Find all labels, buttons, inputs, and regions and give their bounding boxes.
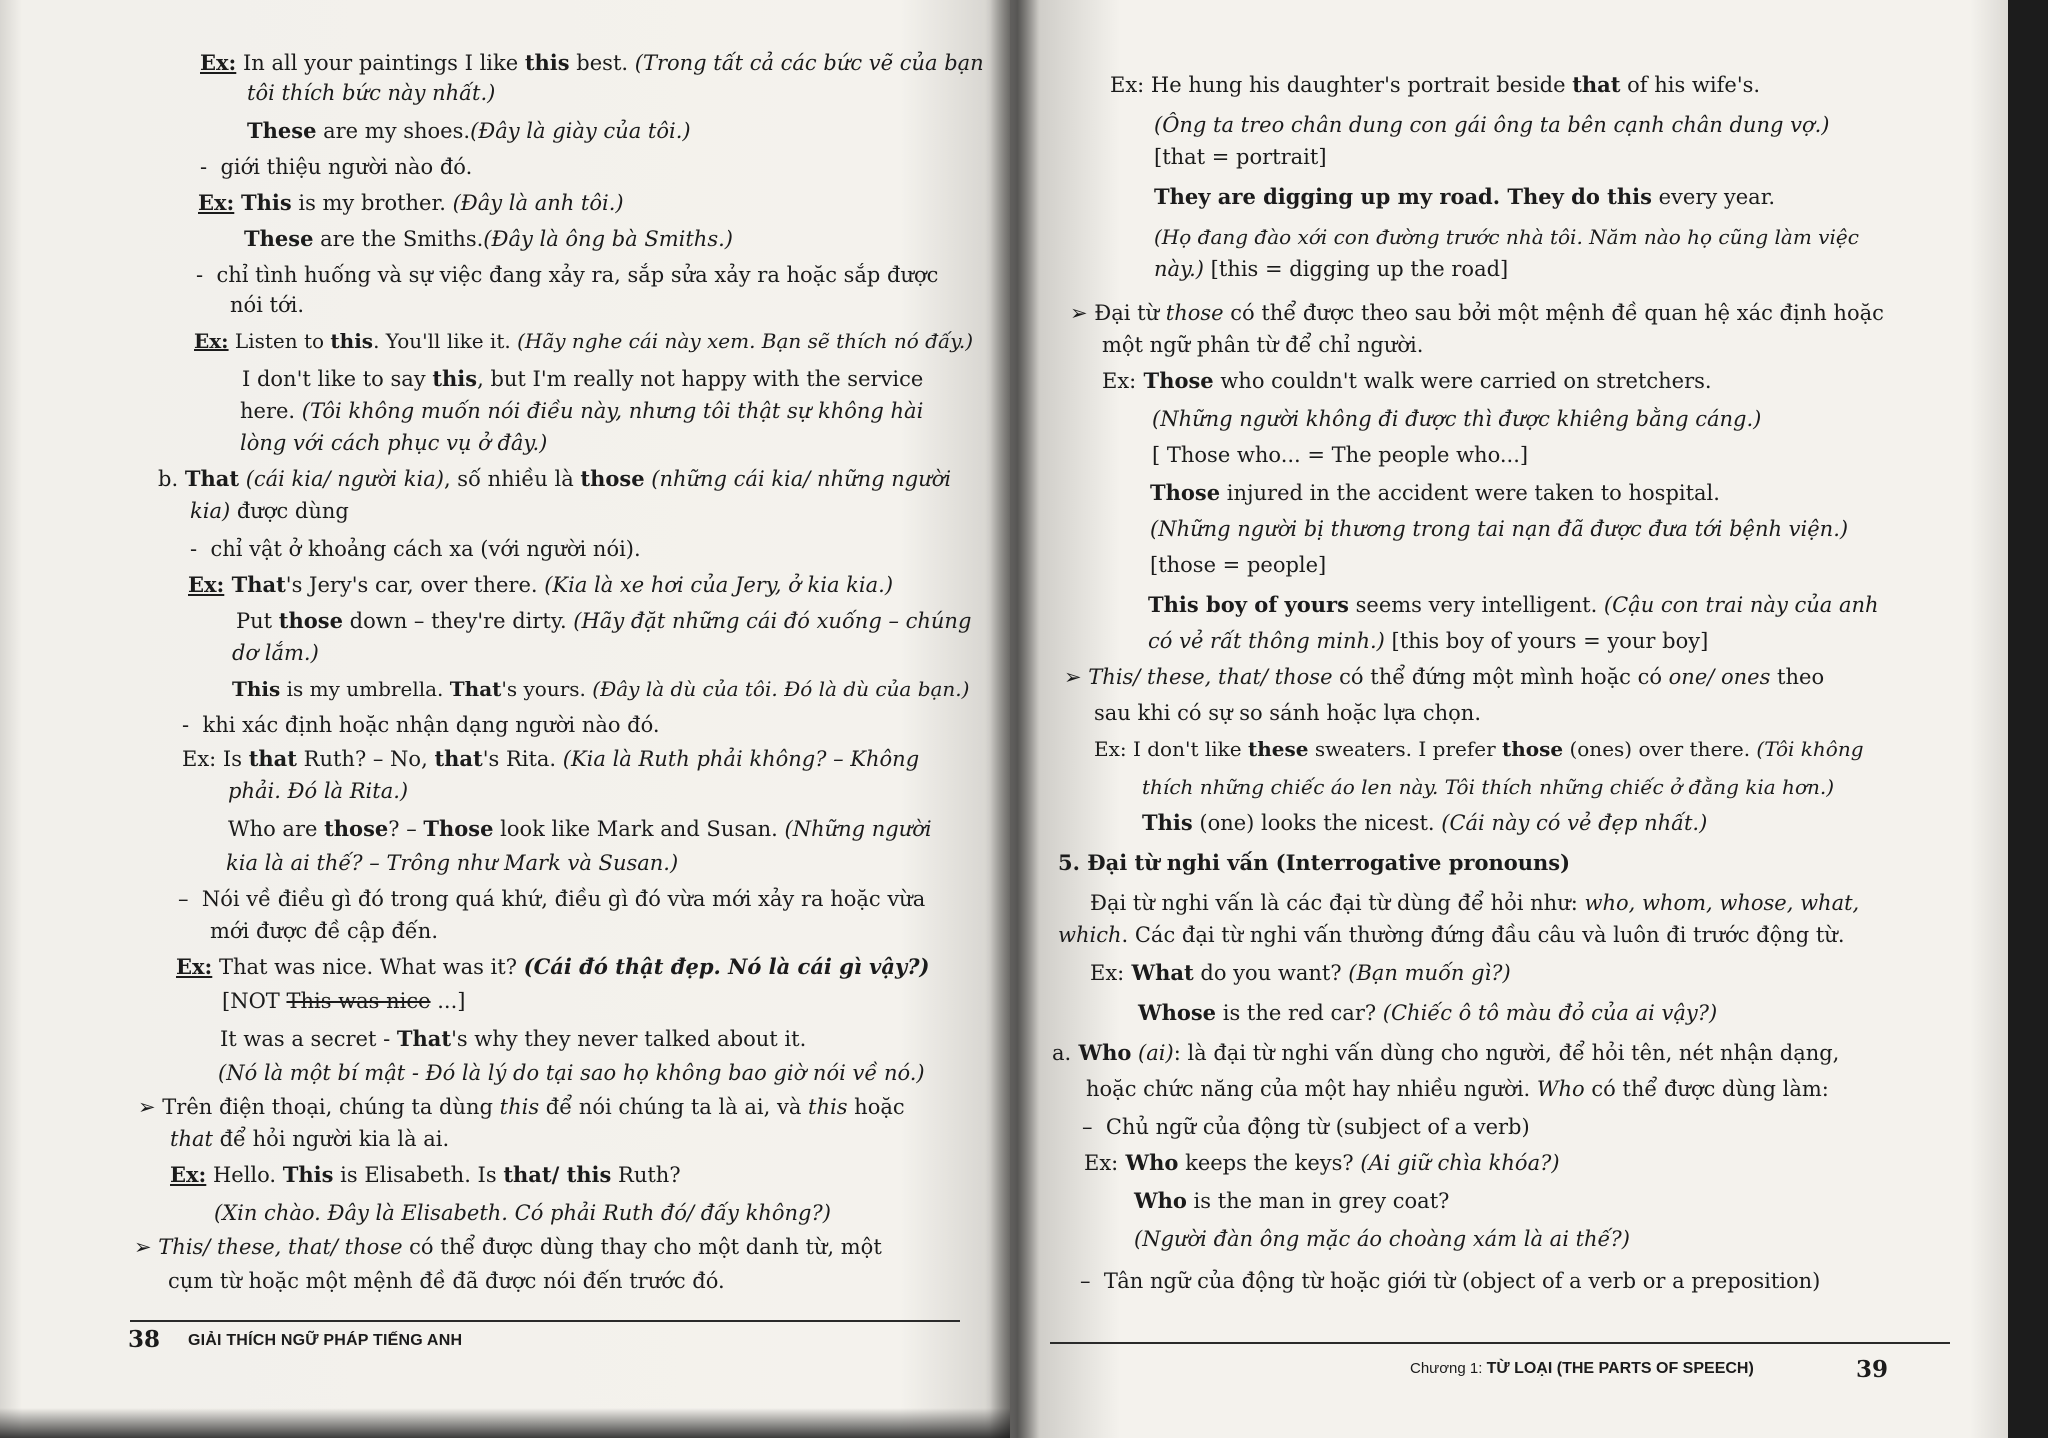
text-line: [those = people] bbox=[1150, 553, 1327, 577]
right-page bbox=[1010, 0, 2008, 1438]
example-line: Ex: He hung his daughter's portrait beside that of his wife's. bbox=[1110, 72, 1761, 97]
bullet-line: – Chủ ngữ của động từ (subject of a verb) bbox=[1082, 1115, 1530, 1139]
translation-line: (Nó là một bí mật - Đó là lý do tại sao họ không bao giờ nói về nó.) bbox=[218, 1061, 925, 1085]
example-line: Ex: What do you want? (Bạn muốn gì?) bbox=[1090, 960, 1511, 985]
chapter-title: Chương 1: TỪ LOẠI (THE PARTS OF SPEECH) bbox=[1410, 1360, 1754, 1377]
example-line: Who are those? – Those look like Mark and Susan. (Những người bbox=[228, 816, 932, 841]
example-line: This boy of yours seems very intelligent. (Cậu con trai này của anh bbox=[1148, 592, 1879, 617]
bullet-line: - chỉ vật ở khoảng cách xa (với người nói). bbox=[190, 537, 641, 561]
example-line: These are my shoes.(Đây là giày của tôi.) bbox=[247, 118, 691, 143]
example-line: Ex: That's Jery's car, over there. (Kia là xe hơi của Jery, ở kia kia.) bbox=[188, 572, 894, 597]
text-line: which. Các đại từ nghi vấn thường đứng đầu câu và luôn đi trước động từ. bbox=[1058, 923, 1845, 947]
note-line: ➢ Trên điện thoại, chúng ta dùng this để nói chúng ta là ai, và this hoặc bbox=[138, 1095, 905, 1119]
text-line: này.) [this = digging up the road] bbox=[1154, 257, 1509, 281]
translation-line: tôi thích bức này nhất.) bbox=[247, 81, 496, 105]
translation-line: (Xin chào. Đây là Elisabeth. Có phải Ruth đó/ đấy không?) bbox=[214, 1201, 831, 1225]
translation-line: thích những chiếc áo len này. Tôi thích những chiếc ở đằng kia hơn.) bbox=[1142, 775, 1835, 799]
example-line: These are the Smiths.(Đây là ông bà Smiths.) bbox=[244, 226, 733, 251]
arrow-icon: ➢ bbox=[138, 1095, 156, 1119]
example-line: Ex: Who keeps the keys? (Ai giữ chìa khóa?) bbox=[1084, 1150, 1560, 1175]
page-number: 38 bbox=[128, 1326, 161, 1353]
example-line: Ex: In all your paintings I like this best. (Trong tất cả các bức vẽ của bạn bbox=[200, 50, 984, 75]
footer-rule bbox=[130, 1320, 960, 1322]
footer-rule bbox=[1050, 1342, 1950, 1344]
example-line: Ex: Is that Ruth? – No, that's Rita. (Kia là Ruth phải không? – Không bbox=[182, 746, 920, 771]
bullet-line: - khi xác định hoặc nhận dạng người nào đó. bbox=[182, 713, 660, 737]
text-line: mới được đề cập đến. bbox=[210, 919, 438, 943]
section-b-line: b. That (cái kia/ người kia), số nhiều là those (những cái kia/ những người bbox=[158, 466, 952, 491]
translation-line: (Ông ta treo chân dung con gái ông ta bên cạnh chân dung vợ.) bbox=[1154, 113, 1830, 137]
note-line: ➢ This/ these, that/ those có thể được dùng thay cho một danh từ, một bbox=[134, 1235, 882, 1259]
text-line: [ Those who... = The people who...] bbox=[1152, 443, 1529, 467]
example-line: Ex: I don't like these sweaters. I prefer those (ones) over there. (Tôi không bbox=[1094, 737, 1864, 761]
bullet-line: – Tân ngữ của động từ hoặc giới từ (object of a verb or a preposition) bbox=[1080, 1269, 1821, 1293]
bullet-line: - chỉ tình huống và sự việc đang xảy ra, sắp sửa xảy ra hoặc sắp được bbox=[196, 263, 939, 287]
translation-line: (Những người bị thương trong tai nạn đã được đưa tới bệnh viện.) bbox=[1150, 517, 1849, 541]
example-line: Ex: Hello. This is Elisabeth. Is that/ this Ruth? bbox=[170, 1162, 681, 1187]
example-line: [NOT This was nice ...] bbox=[222, 989, 466, 1013]
example-line: It was a secret - That's why they never talked about it. bbox=[220, 1026, 807, 1051]
text-line: that để hỏi người kia là ai. bbox=[170, 1127, 450, 1151]
text-line: một ngữ phân từ để chỉ người. bbox=[1102, 333, 1424, 357]
text-line: có vẻ rất thông minh.) [this boy of yours = your boy] bbox=[1148, 629, 1709, 653]
arrow-icon: ➢ bbox=[1070, 301, 1088, 325]
translation-line: lòng với cách phục vụ ở đây.) bbox=[240, 431, 548, 455]
section-heading: 5. Đại từ nghi vấn (Interrogative pronouns) bbox=[1058, 850, 1571, 875]
text-line: hoặc chức năng của một hay nhiều người. Who có thể được dùng làm: bbox=[1086, 1077, 1829, 1101]
example-line: Whose is the red car? (Chiếc ô tô màu đỏ của ai vậy?) bbox=[1138, 1000, 1718, 1025]
example-line: here. (Tôi không muốn nói điều này, nhưng tôi thật sự không hài bbox=[240, 399, 924, 423]
translation-line: phải. Đó là Rita.) bbox=[228, 779, 409, 803]
bullet-line: - giới thiệu người nào đó. bbox=[200, 155, 473, 179]
text-line: [that = portrait] bbox=[1154, 145, 1327, 169]
text-line: nói tới. bbox=[230, 293, 305, 317]
text-line: cụm từ hoặc một mệnh đề đã được nói đến trước đó. bbox=[168, 1269, 725, 1293]
example-line: Ex: That was nice. What was it? (Cái đó thật đẹp. Nó là cái gì vậy?) bbox=[176, 954, 930, 979]
example-line: Ex: Those who couldn't walk were carried on stretchers. bbox=[1102, 368, 1712, 393]
page-shadow bbox=[0, 1408, 1010, 1438]
example-line: Ex: This is my brother. (Đây là anh tôi.) bbox=[198, 190, 624, 215]
left-page bbox=[0, 0, 1010, 1438]
example-line: This (one) looks the nicest. (Cái này có vẻ đẹp nhất.) bbox=[1142, 810, 1708, 835]
translation-line: (Những người không đi được thì được khiêng bằng cáng.) bbox=[1152, 407, 1762, 431]
example-line: Put those down – they're dirty. (Hãy đặt những cái đó xuống – chúng bbox=[236, 608, 972, 633]
note-line: ➢ This/ these, that/ those có thể đứng một mình hoặc có one/ ones theo bbox=[1064, 665, 1825, 689]
book-title: GIẢI THÍCH NGỮ PHÁP TIẾNG ANH bbox=[188, 1332, 463, 1349]
example-line: Who is the man in grey coat? bbox=[1134, 1188, 1450, 1213]
text-line: kia) được dùng bbox=[190, 499, 349, 523]
section-a-line: a. Who (ai): là đại từ nghi vấn dùng cho người, để hỏi tên, nét nhận dạng, bbox=[1052, 1040, 1840, 1065]
example-line: Those injured in the accident were taken to hospital. bbox=[1150, 480, 1720, 505]
book-gutter bbox=[990, 0, 1040, 1438]
arrow-icon: ➢ bbox=[134, 1235, 152, 1259]
translation-line: kia là ai thế? – Trông như Mark và Susan.) bbox=[226, 851, 679, 875]
arrow-icon: ➢ bbox=[1064, 665, 1082, 689]
translation-line: (Người đàn ông mặc áo choàng xám là ai thế?) bbox=[1134, 1227, 1630, 1251]
bullet-line: – Nói về điều gì đó trong quá khứ, điều gì đó vừa mới xảy ra hoặc vừa bbox=[178, 887, 926, 911]
note-line: ➢ Đại từ those có thể được theo sau bởi một mệnh đề quan hệ xác định hoặc bbox=[1070, 301, 1884, 325]
example-line: I don't like to say this, but I'm really not happy with the service bbox=[242, 366, 924, 391]
text-line: sau khi có sự so sánh hoặc lựa chọn. bbox=[1094, 701, 1482, 725]
example-line: This is my umbrella. That's yours. (Đây là dù của tôi. Đó là dù của bạn.) bbox=[232, 677, 970, 701]
example-line: They are digging up my road. They do this every year. bbox=[1154, 184, 1776, 209]
text-line: Đại từ nghi vấn là các đại từ dùng để hỏi như: who, whom, whose, what, bbox=[1090, 891, 1860, 915]
page-number: 39 bbox=[1856, 1356, 1889, 1383]
translation-line: dơ lắm.) bbox=[232, 641, 319, 665]
translation-line: (Họ đang đào xới con đường trước nhà tôi. Năm nào họ cũng làm việc bbox=[1154, 225, 1859, 249]
example-line: Ex: Listen to this. You'll like it. (Hãy nghe cái này xem. Bạn sẽ thích nó đấy.) bbox=[194, 329, 974, 353]
